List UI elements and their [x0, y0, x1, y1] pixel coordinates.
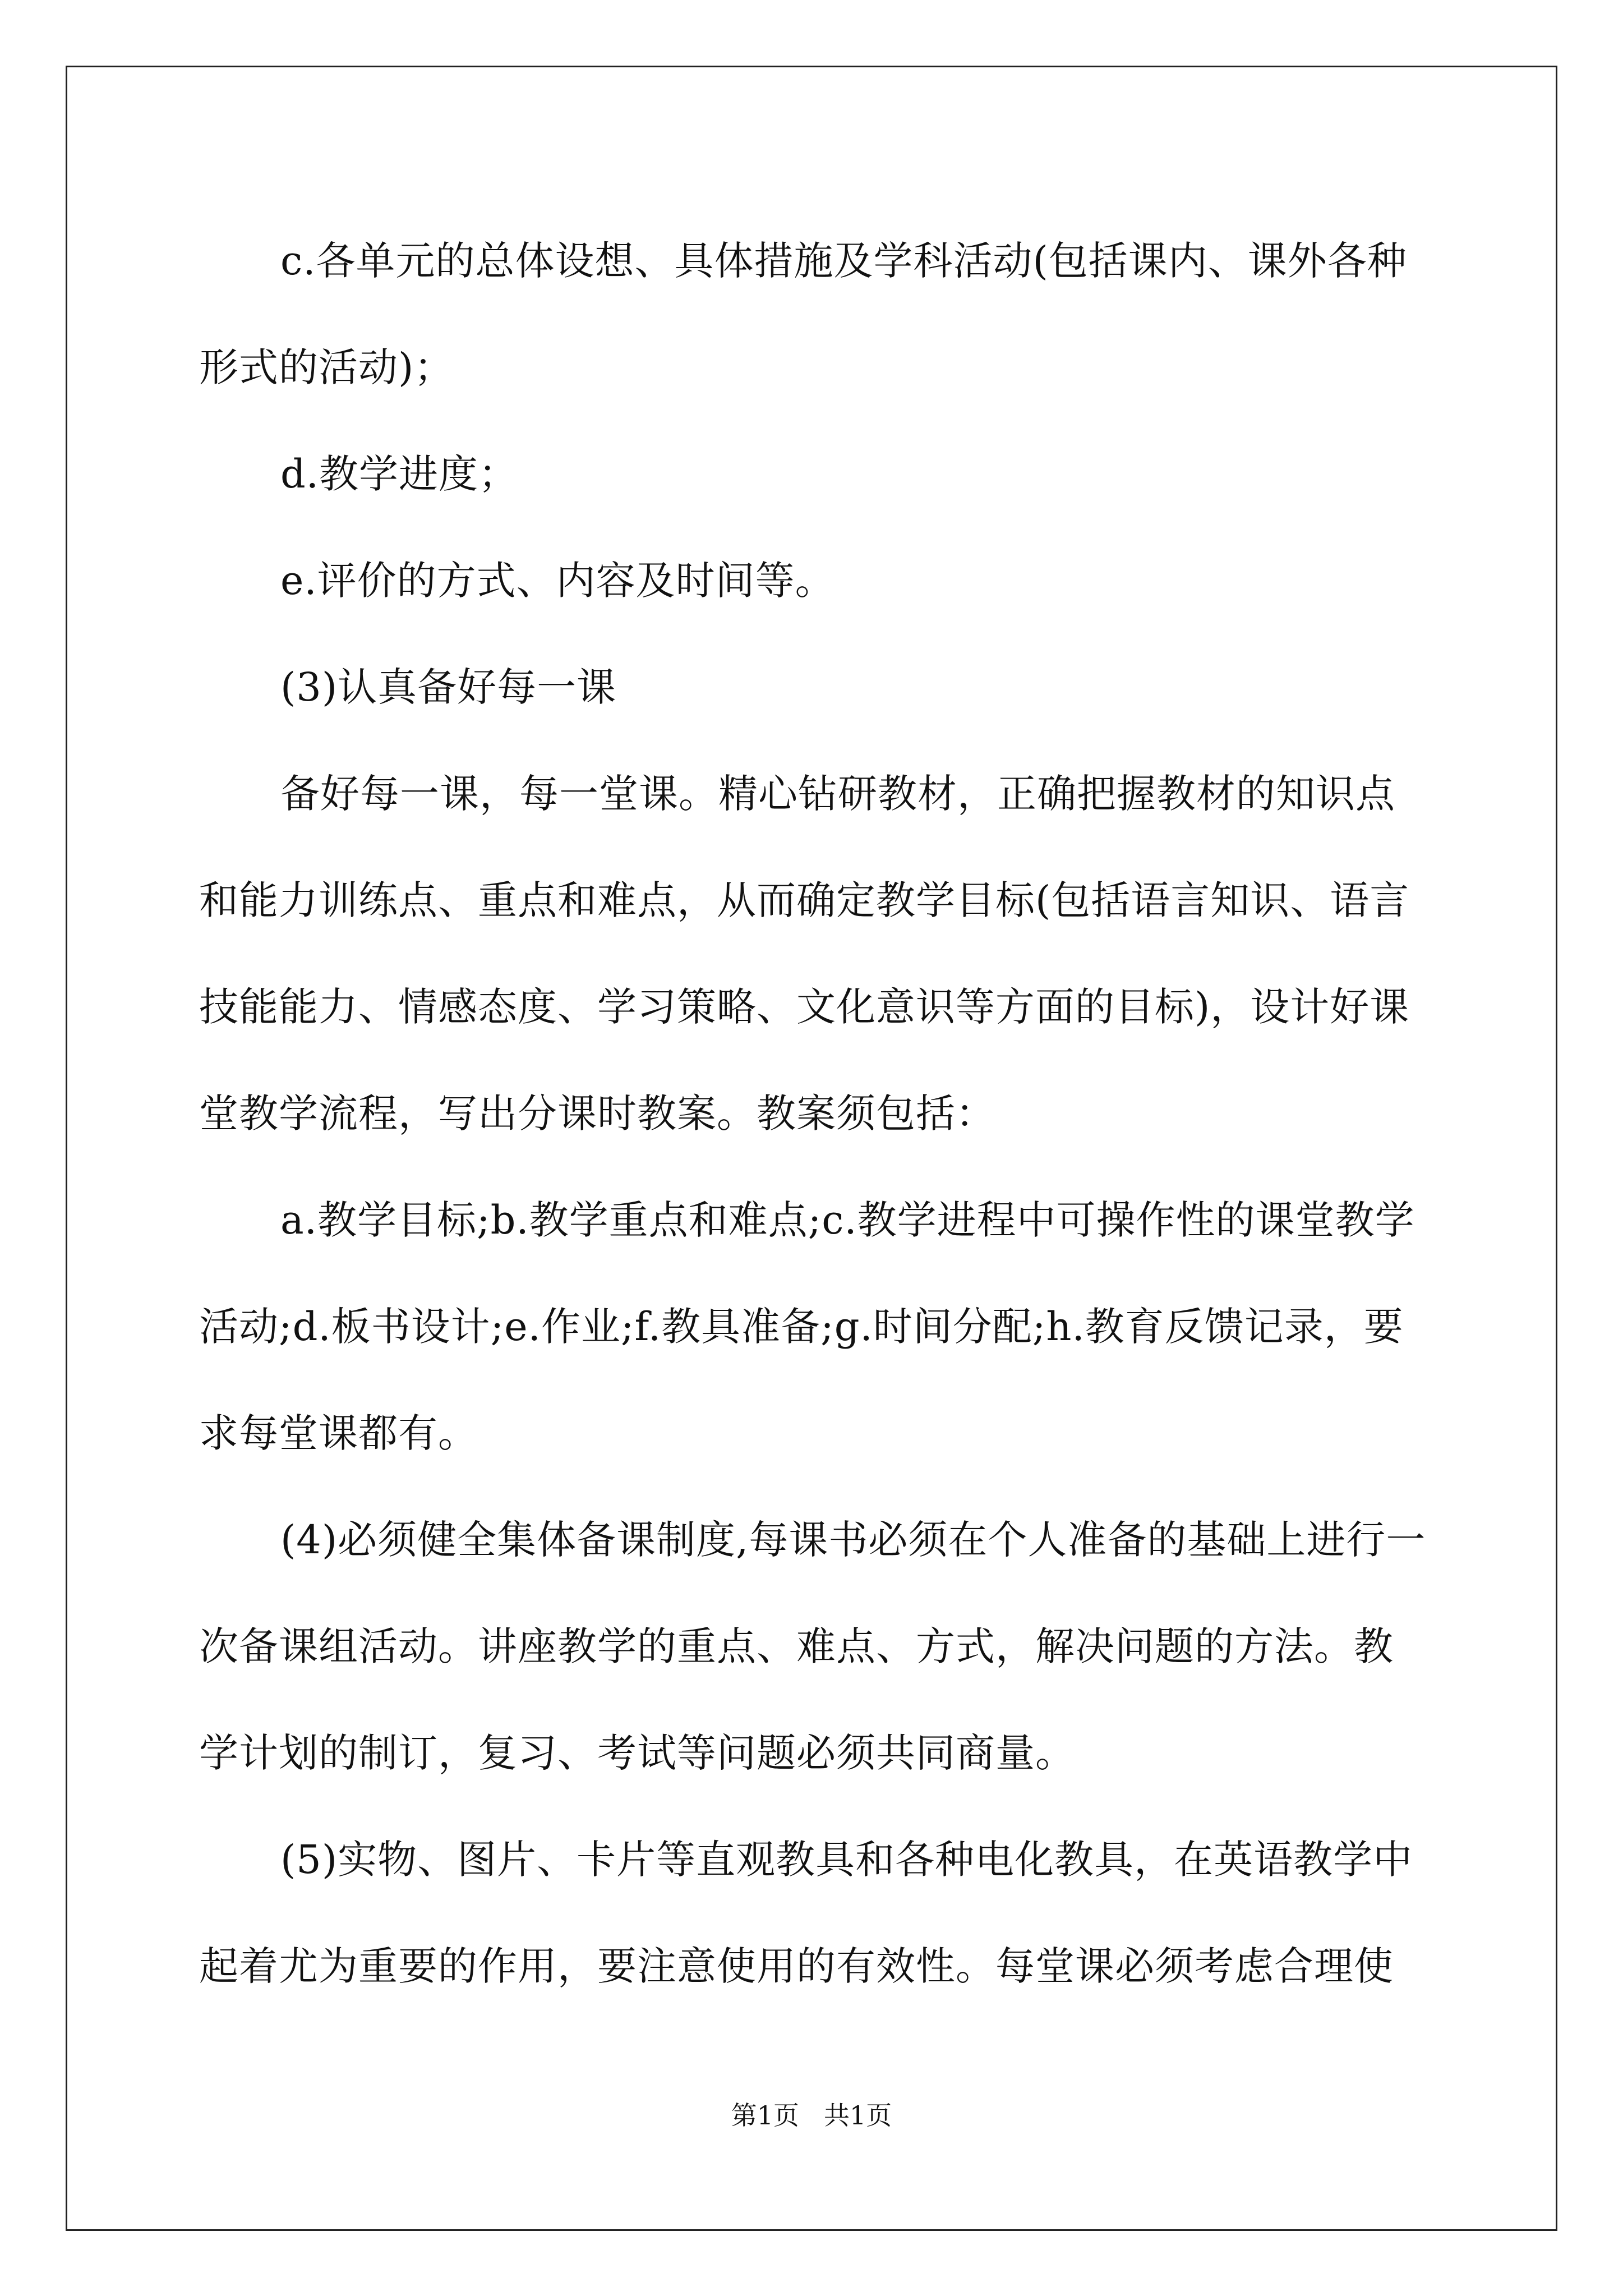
- paragraph-lesson-prep: 备好每一课，每一堂课。精心钻研教材，正确把握教材的知识点和能力训练点、重点和难点，从而确定教学目标(包括语言知识、语言技能能力、情感态度、学习策略、文化意识等方面的目标)，设计好课堂教学流程，写出分课时教案。教案须包括：: [199, 771, 1410, 1137]
- section-heading-3: (3)认真备好每一课: [280, 664, 617, 710]
- paragraph-5-teaching-aids: (5)实物、图片、卡片等直观教具和各种电化教具，在英语教学中起着尤为重要的作用，要注意使用的有效性。每堂课必须考虑合理使: [199, 1837, 1413, 1989]
- paragraph-d-progress: d.教学进度；: [280, 451, 519, 497]
- paragraph-4-group-prep: (4)必须健全集体备课制度,每课书必须在个人准备的基础上进行一次备课组活动。讲座教学的重点、难点、方式，解决问题的方法。教学计划的制订，复习、考试等问题必须共同商量。: [199, 1517, 1426, 1776]
- page-number: 第1页: [731, 2100, 800, 2131]
- document-body: [199, 208, 1433, 2019]
- page-total: 共1页: [823, 2100, 892, 2131]
- paragraph-lesson-plan-items: a.教学目标;b.教学重点和难点;c.教学进程中可操作性的课堂教学活动;d.板书设计;e.作业;f.教具准备;g.时间分配;h.教育反馈记录，要求每堂课都有。: [199, 1197, 1415, 1456]
- page-footer: [0, 2095, 1623, 2132]
- paragraph-e-evaluation: e.评价的方式、内容及时间等。: [280, 558, 835, 604]
- paragraph-c-unit-plans: c.各单元的总体设想、具体措施及学科活动(包括课内、课外各种形式的活动)；: [199, 238, 1407, 390]
